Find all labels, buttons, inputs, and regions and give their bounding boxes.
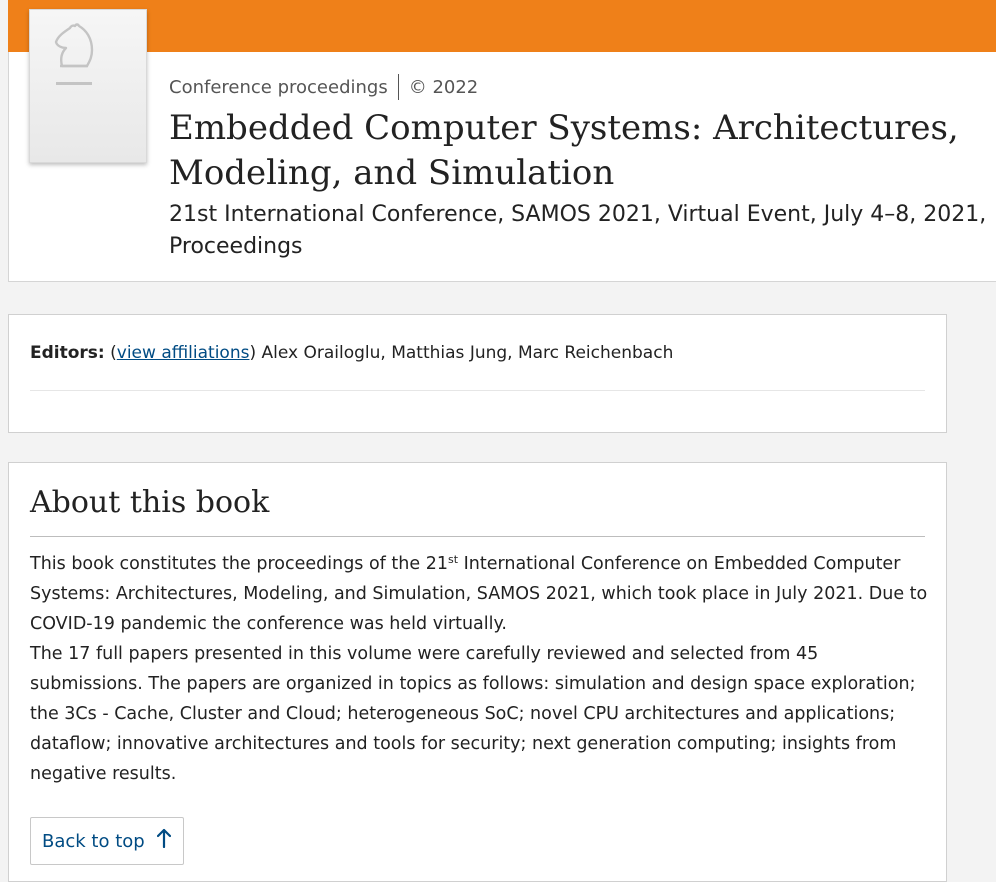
editor-names: Alex Orailoglu, Matthias Jung, Marc Reichenbach bbox=[261, 343, 674, 363]
back-to-top-button[interactable] bbox=[30, 817, 184, 865]
divider bbox=[30, 536, 925, 537]
editors-label: Editors: bbox=[30, 343, 105, 363]
about-section bbox=[8, 462, 947, 882]
editors-section bbox=[8, 314, 947, 433]
book-cover bbox=[29, 9, 147, 163]
content-type-line bbox=[169, 74, 478, 100]
page-title: Embedded Computer Systems: Architectures, Modeling, and Simulation bbox=[169, 108, 959, 193]
editors-line: Editors: (view affiliations) Alex Orailoglu, Matthias Jung, Marc Reichenbach bbox=[30, 343, 674, 363]
header-accent-bar bbox=[8, 0, 996, 52]
view-affiliations-link[interactable]: view affiliations bbox=[116, 343, 250, 363]
content-type: Conference proceedings bbox=[169, 76, 388, 98]
about-paragraph: The 17 full papers presented in this volume were carefully reviewed and selected from 45 submissions. The papers are organized in topics as follows: simulation and design space exploration; the 3Cs - Cache, Cluster and Cloud; heterogeneous SoC; novel CPU architectures and applications; dataflow; innovative architectures and tools for security; next generation computing; insights from negative results. bbox=[30, 644, 916, 784]
copyright-year: © 2022 bbox=[408, 76, 479, 98]
divider bbox=[30, 390, 925, 391]
springer-knight-logo-icon bbox=[48, 22, 98, 92]
back-to-top-label: Back to top bbox=[42, 830, 145, 852]
about-paragraph: This book constitutes the proceedings of the 21st International Conference on Embedded Computer Systems: Architectures, Modeling, and Simulation, SAMOS 2021, which took place in July 2021. Due to COVID-19 pandemic the conference was held virtually. bbox=[30, 553, 928, 634]
about-heading: About this book bbox=[30, 485, 270, 520]
book-subtitle: 21st International Conference, SAMOS 2021, Virtual Event, July 4–8, 2021, Proceedings bbox=[169, 202, 987, 259]
meta-separator bbox=[398, 74, 399, 100]
arrow-up-icon bbox=[157, 828, 171, 854]
about-description bbox=[30, 549, 935, 789]
